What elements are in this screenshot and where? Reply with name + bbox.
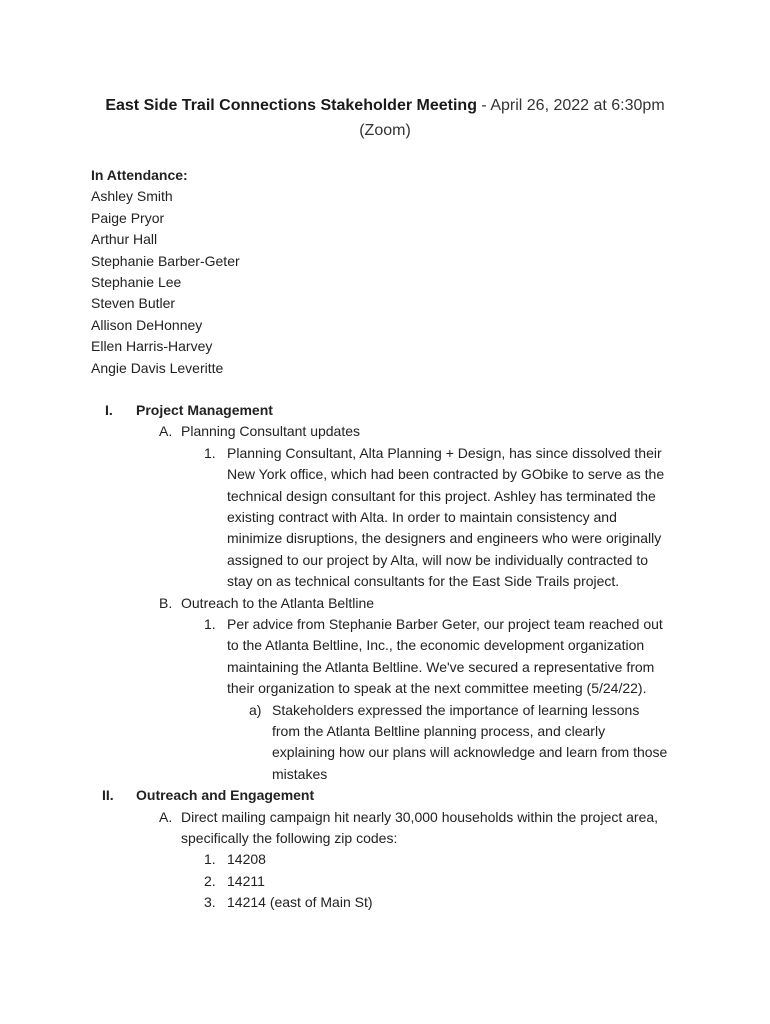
item-marker: 1. [204,615,216,632]
text-line: New York office, which had been contracted by GObike to serve as the [227,466,665,483]
item-marker: B. [159,594,173,611]
meeting-title [60,93,710,143]
attendee: Steven Butler [91,295,176,312]
attendance-heading: In Attendance: [91,167,188,183]
text-line: stay on as technical consultants for the East Side Trails project. [227,573,620,590]
attendee: Stephanie Barber-Geter [91,252,240,269]
attendance-section [91,165,240,379]
meeting-location: (Zoom) [359,122,411,139]
zip-code: 14208 [227,851,266,868]
section-heading: Outreach and Engagement [136,787,315,804]
attendee: Paige Pryor [91,209,165,226]
text-line: assigned to our project by Alta, will now be individually contracted to [227,551,649,568]
zip-code: 14214 (east of Main St) [227,894,373,911]
item-marker: 1. [204,444,216,461]
text-line: Direct mailing campaign hit nearly 30,000 households within the project area, [181,808,659,825]
attendee: Ellen Harris-Harvey [91,338,213,355]
beltline-outreach-text [227,614,697,700]
title-dash: - [476,97,491,114]
mailing-campaign-text [181,807,701,850]
text-line: Planning Consultant, Alta Planning + Design, has since dissolved their [227,444,662,461]
attendee: Stephanie Lee [91,274,182,291]
item-marker: 3. [204,894,216,911]
attendee: Ashley Smith [91,188,173,205]
text-line: from the Atlanta Beltline planning process, and clearly [272,722,606,739]
meeting-name: East Side Trail Connections Stakeholder Meeting [105,97,477,114]
text-line: Stakeholders expressed the importance of learning lessons [272,701,640,718]
consultant-update-text [227,443,697,593]
text-line: existing contract with Alta. In order to maintain consistency and [227,509,617,525]
text-line: explaining how our plans will acknowledge and learn from those [272,744,668,761]
attendee: Arthur Hall [91,231,158,248]
meeting-date: April 26, 2022 at 6:30pm [490,97,665,114]
item-marker: A. [159,808,173,825]
section-project-management [0,400,770,914]
attendee: Angie Davis Leveritte [91,359,224,376]
text-line: their organization to speak at the next committee meeting (5/24/22). [227,680,647,697]
item-marker: a) [249,701,262,718]
item-label: Outreach to the Atlanta Beltline [181,594,375,611]
item-marker: A. [159,423,173,440]
text-line: technical design consultant for this project. Ashley has terminated the [227,487,656,504]
section-outreach-engagement [0,785,770,806]
text-line: specifically the following zip codes: [181,829,398,846]
stakeholder-note-text [272,700,712,786]
section-heading: Project Management [136,402,273,418]
section-numeral: II. [102,787,114,804]
zip-code: 14211 [227,872,265,889]
text-line: mistakes [272,765,328,782]
item-label: Planning Consultant updates [181,423,361,440]
text-line: to the Atlanta Beltline, Inc., the economic development organization [227,637,645,654]
text-line: minimize disruptions, the designers and engineers who were originally [227,530,662,547]
section-numeral: I. [105,402,113,418]
attendee: Allison DeHonney [91,316,203,333]
text-line: maintaining the Atlanta Beltline. We've secured a representative from [227,658,655,675]
item-marker: 2. [204,872,216,889]
item-marker: 1. [204,851,216,868]
text-line: Per advice from Stephanie Barber Geter, our project team reached out [227,615,663,632]
